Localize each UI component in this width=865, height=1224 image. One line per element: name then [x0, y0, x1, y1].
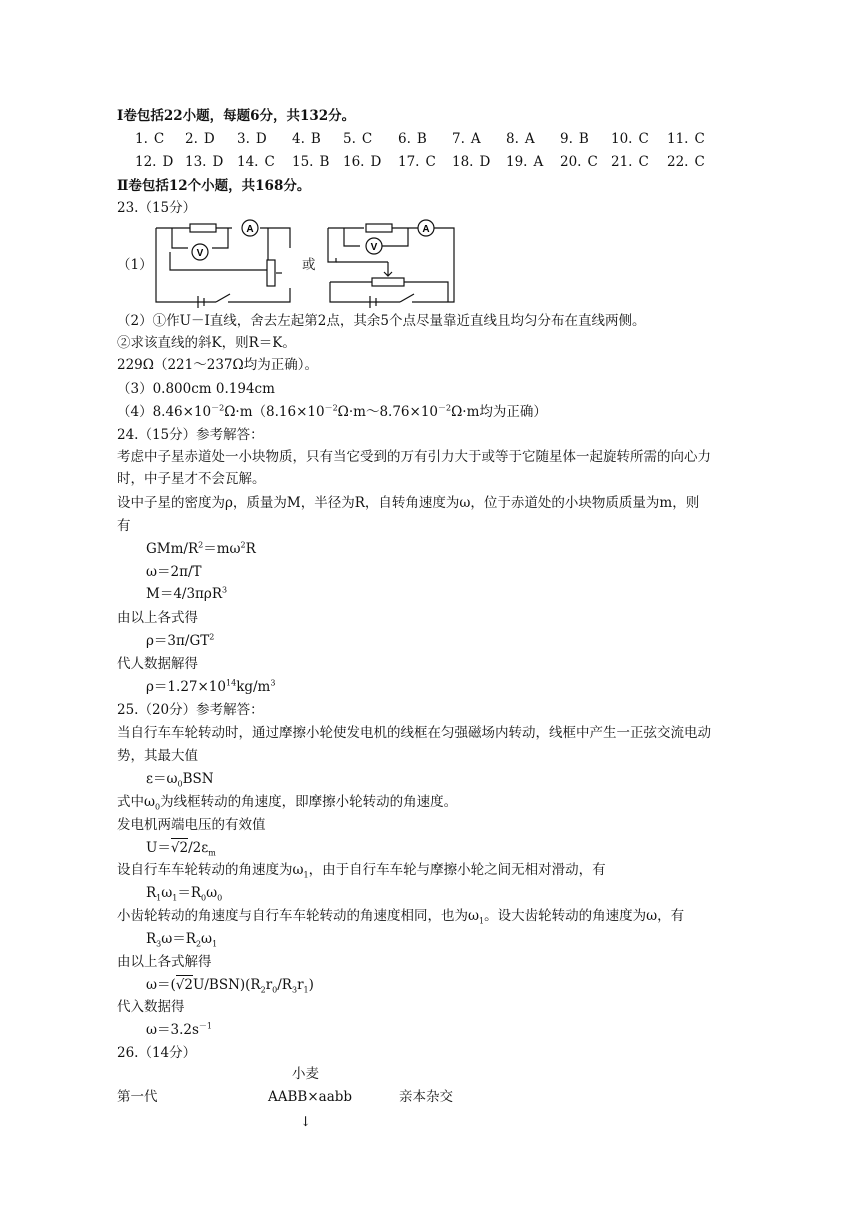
answer-item: [398, 131, 427, 147]
answer-value: A: [470, 131, 481, 147]
q25-p5: 小齿轮转动的角速度与自行车车轮转动的角速度相同，也为$\omega_1$。设大齿轮转动的角速度为ω，有: [117, 908, 685, 926]
q23-or: 或: [302, 257, 316, 273]
q25-eq3: $R_1\omega_1=R_0\omega_0$: [146, 885, 223, 903]
answer-number: 5.: [343, 131, 356, 147]
answer-number: 11.: [667, 131, 689, 147]
answer-value: D: [203, 131, 215, 147]
answer-item: [452, 131, 481, 147]
answer-item: [237, 131, 267, 147]
answer-number: 14.: [237, 154, 259, 170]
q26-cross: AABB×aabb: [268, 1089, 353, 1105]
answer-value: D: [162, 154, 174, 170]
answer-item: [611, 131, 649, 147]
q24-from: 由以上各式得: [117, 610, 198, 626]
q25-eq6: $\omega=3.2s^{-1}$: [146, 1021, 212, 1038]
answer-number: 8.: [506, 131, 519, 147]
answer-number: 20.: [560, 154, 582, 170]
q23-sub4: $(4)8.46\times 10^{-2}\Omega\cdot m(8.16\times 10^{-2}\Omega\cdot m\sim 8.76\times 10^{-2}\Omega\cdot m$均为正确）: [117, 403, 547, 420]
answer-number: 9.: [560, 131, 573, 147]
q24-sub: 代人数据解得: [117, 656, 198, 672]
answer-value: D: [255, 131, 267, 147]
q24-title: 24.（15分）参考解答：: [117, 427, 264, 443]
q25-eq1: $\varepsilon=\omega_0BSN$: [146, 771, 214, 789]
answer-value: D: [212, 154, 224, 170]
part2-header: Ⅱ卷包括12个小题，共168分。: [117, 178, 311, 194]
answer-value: B: [416, 131, 427, 147]
circuit-diagram-2: [322, 218, 464, 310]
answer-number: 16.: [343, 154, 365, 170]
q26-note: 亲本杂交: [399, 1089, 453, 1105]
answer-value: B: [578, 131, 589, 147]
ammeter-label: A: [246, 224, 254, 235]
answer-number: 13.: [185, 154, 207, 170]
q24-eq4: $\rho=3\pi/GT^2$: [146, 632, 215, 649]
answer-item: [135, 154, 173, 170]
answer-item: [611, 154, 649, 170]
q26-crop: 小麦: [292, 1066, 319, 1082]
answer-number: 6.: [398, 131, 411, 147]
q24-p1b: 时，中子星才不会瓦解。: [117, 471, 266, 487]
q24-p2a: 设中子星的密度为ρ，质量为M，半径为R，自转角速度为ω，位于赤道处的小块物质质量为m，则: [117, 495, 700, 511]
answer-item: [292, 154, 329, 170]
answer-number: 21.: [611, 154, 633, 170]
answer-number: 19.: [506, 154, 528, 170]
voltmeter-label: V: [370, 242, 378, 253]
circuit-diagram-1: [150, 218, 300, 310]
answer-number: 15.: [292, 154, 314, 170]
answer-value: C: [638, 131, 649, 147]
answer-item: [292, 131, 321, 147]
answer-number: 22.: [667, 154, 689, 170]
q25-title: 25.（20分）参考解答：: [117, 702, 264, 718]
answer-value: D: [370, 154, 382, 170]
q24-eq2: ω＝2π/T: [146, 564, 202, 580]
answer-item: [506, 154, 543, 170]
answer-value: C: [694, 131, 705, 147]
q25-p4: 设自行车车轮转动的角速度为$\omega_1$，由于自行车车轮与摩擦小轮之间无相对滑动，有: [117, 862, 606, 880]
answer-item: [398, 154, 436, 170]
answer-number: 2.: [185, 131, 198, 147]
answer-item: [185, 131, 215, 147]
part1-header: Ⅰ卷包括22小题，每题6分，共132分。: [117, 108, 356, 124]
q23-sub3: （3）0.800cm 0.194cm: [117, 381, 275, 397]
answer-value: A: [533, 154, 544, 170]
answer-value: C: [694, 154, 705, 170]
q25-eq2: $U=√2/2\varepsilon_m$: [146, 840, 216, 858]
answer-number: 1.: [135, 131, 148, 147]
answer-item: [185, 154, 223, 170]
answer-item: [343, 154, 381, 170]
q24-p2b: 有: [117, 518, 131, 534]
answer-value: C: [425, 154, 436, 170]
answer-number: 18.: [452, 154, 474, 170]
answer-number: 7.: [452, 131, 465, 147]
answer-value: C: [264, 154, 275, 170]
answer-value: B: [319, 154, 330, 170]
q24-eq1: GMm/$R^2=m\omega^2R$: [146, 540, 256, 557]
q26-gen1: 第一代: [117, 1089, 158, 1105]
answer-item: [343, 131, 372, 147]
answer-item: [560, 131, 589, 147]
q25-p3: 发电机两端电压的有效值: [117, 817, 266, 833]
answer-item: [452, 154, 490, 170]
q23-sub1-label: （1）: [117, 257, 153, 273]
answer-value: C: [153, 131, 165, 147]
answer-item: [506, 131, 535, 147]
q23-title: 23.（15分）: [117, 200, 197, 216]
q25-from: 由以上各式解得: [117, 954, 212, 970]
q23-sub2a: （2）①作U－I直线，舍去左起第2点，其余5个点尽量靠近直线且均匀分布在直线两侧。: [117, 313, 646, 329]
ammeter-label: A: [422, 224, 430, 235]
q23-sub2b: ②求该直线的斜K，则R＝K。: [117, 335, 296, 351]
answer-value: B: [310, 131, 321, 147]
answer-item: [237, 154, 275, 170]
q25-eq5: $\omega=(√2U/BSN)(R_2r_0/R_3r_1)$: [146, 977, 314, 995]
answer-value: C: [361, 131, 373, 147]
answer-number: 3.: [237, 131, 250, 147]
answer-number: 10.: [611, 131, 633, 147]
answer-item: [667, 131, 705, 147]
answer-number: 17.: [398, 154, 420, 170]
q25-p1a: 当自行车车轮转动时，通过摩擦小轮使发电机的线框在匀强磁场内转动，线框中产生一正弦交流电动: [117, 725, 711, 741]
answer-value: D: [479, 154, 491, 170]
answer-number: 12.: [135, 154, 157, 170]
q24-eq5: $\rho=1.27\times 10^{14}kg/m^3$: [146, 678, 276, 695]
voltmeter-label: V: [196, 248, 204, 259]
q26-title: 26.（14分）: [117, 1045, 197, 1061]
answer-item: [667, 154, 705, 170]
q25-sub: 代入数据得: [117, 999, 185, 1015]
q25-eq4: $R_3\omega=R_2\omega_1$: [146, 931, 218, 949]
answer-value: A: [524, 131, 535, 147]
answer-number: 4.: [292, 131, 305, 147]
answer-value: C: [638, 154, 649, 170]
q24-eq3: M＝4/3πρR$^3$: [146, 585, 228, 602]
answer-item: [560, 154, 598, 170]
q23-sub2c: 229Ω（221～237Ω均为正确）。: [117, 357, 318, 373]
q25-p1b: 势，其最大值: [117, 748, 198, 764]
q24-p1a: 考虑中子星赤道处一小块物质，只有当它受到的万有引力大于或等于它随星体一起旋转所需的向心力: [117, 449, 711, 465]
answer-value: C: [587, 154, 598, 170]
q26-arrow: ↓: [300, 1114, 312, 1130]
q25-p2: 式中$\omega_0$为线框转动的角速度，即摩擦小轮转动的角速度。: [117, 794, 458, 812]
answer-item: [135, 131, 164, 147]
